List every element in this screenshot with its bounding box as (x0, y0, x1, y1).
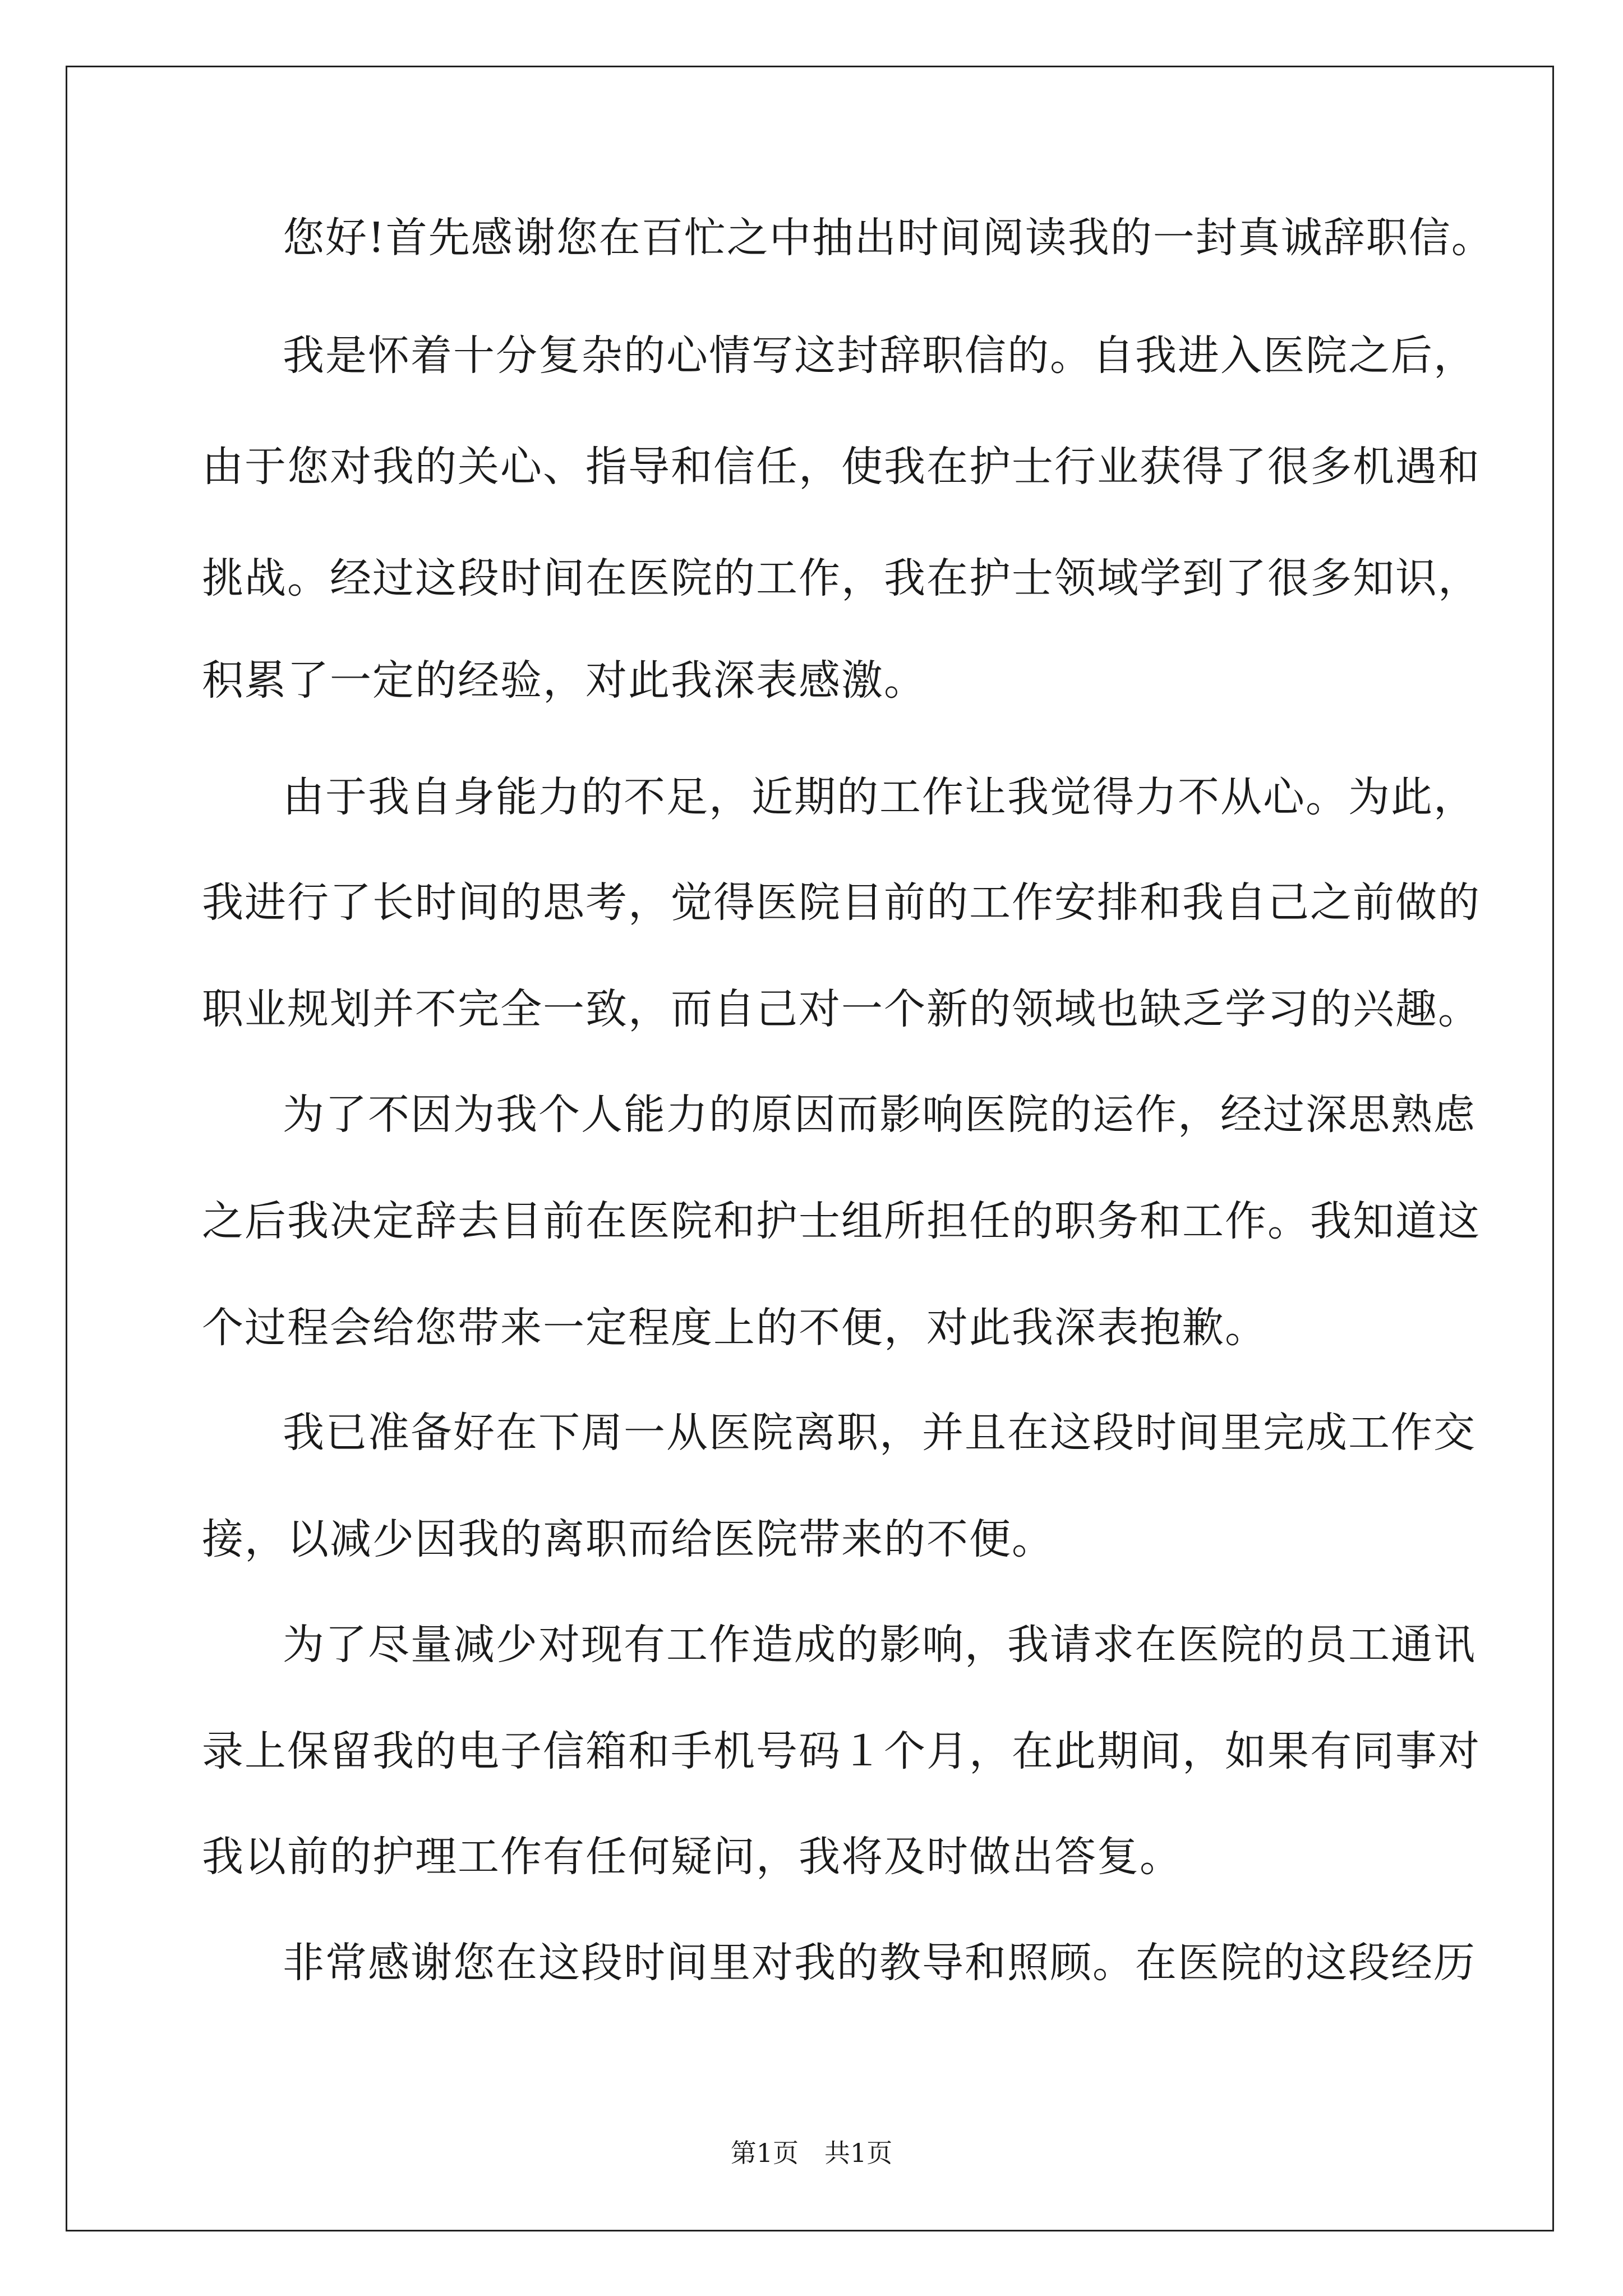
text-line: 职业规划并不完全一致，而自己对一个新的领域也缺乏学习的兴趣。 (202, 985, 1481, 1033)
text-line: 个过程会给您带来一定程度上的不便，对此我深表抱歉。 (202, 1304, 1267, 1352)
text-line: 我是怀着十分复杂的心情写这封辞职信的。自我进入医院之后， (283, 332, 1476, 380)
text-line: 由于我自身能力的不足，近期的工作让我觉得力不从心。为此， (283, 773, 1476, 821)
page-number: 第1页 共1页 (730, 2138, 893, 2168)
text-line: 为了不因为我个人能力的原因而影响医院的运作，经过深思熟虑 (283, 1091, 1476, 1139)
text-line: 录上保留我的电子信箱和手机号码１个月，在此期间，如果有同事对 (202, 1727, 1481, 1775)
text-line: 我进行了长时间的思考，觉得医院目前的工作安排和我自己之前做的 (202, 878, 1481, 927)
text-line: 由于您对我的关心、指导和信任，使我在护士行业获得了很多机遇和 (202, 443, 1481, 491)
page-border (66, 66, 1554, 2231)
text-line: 积累了一定的经验，对此我深表感激。 (202, 656, 926, 705)
text-line: 为了尽量减少对现有工作造成的影响，我请求在医院的员工通讯 (283, 1621, 1476, 1669)
text-line: 我已准备好在下周一从医院离职，并且在这段时间里完成工作交 (283, 1409, 1476, 1457)
text-line: 我以前的护理工作有任何疑问，我将及时做出答复。 (202, 1833, 1182, 1881)
text-line: 接，以减少因我的离职而给医院带来的不便。 (202, 1515, 1054, 1563)
text-line: 之后我决定辞去目前在医院和护士组所担任的职务和工作。我知道这 (202, 1197, 1481, 1245)
text-line: 挑战。经过这段时间在医院的工作，我在护士领域学到了很多知识， (202, 554, 1481, 602)
text-line: 非常感谢您在这段时间里对我的教导和照顾。在医院的这段经历 (283, 1939, 1476, 1987)
text-line: 您好!首先感谢您在百忙之中抽出时间阅读我的一封真诚辞职信。 (283, 214, 1494, 262)
